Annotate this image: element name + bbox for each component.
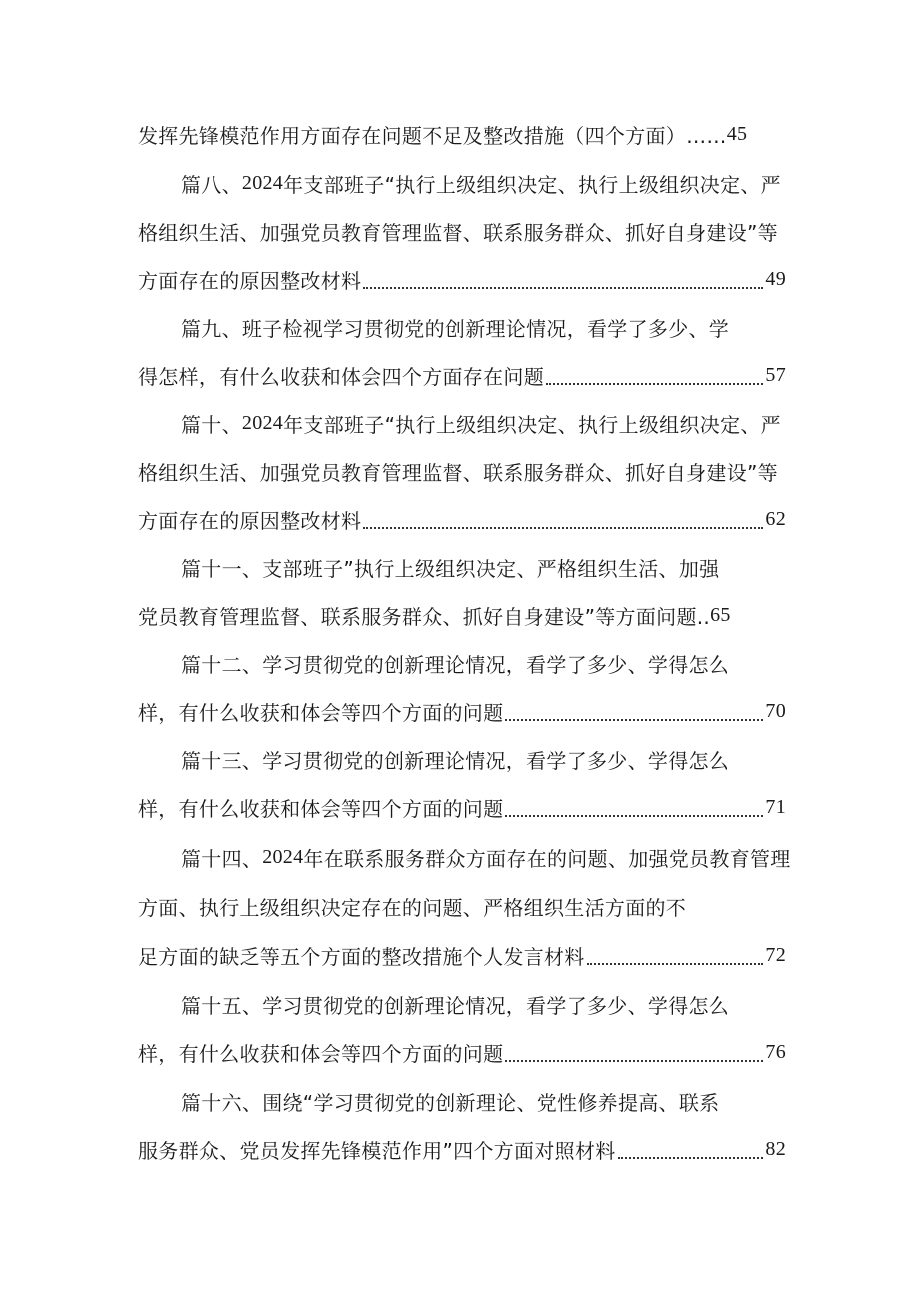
toc-page-number: 72 [765,943,786,966]
toc-line [138,110,786,158]
toc-text: 篇十六、围绕“学习贯彻党的创新理论、党性修养提高、联系 [181,1090,720,1115]
toc-line [138,1125,786,1173]
toc-line [138,783,786,831]
toc-text: 年支部班子“执行上级组织决定、执行上级组织决定、严 [283,172,781,197]
toc-line [181,639,786,687]
toc-page-number: 57 [765,363,786,386]
toc-text: 篇十四、 [181,846,263,871]
toc-text: 篇十五、学习贯彻党的创新理论情况，看学了多少、学得怎么 [181,993,730,1018]
toc-line [138,351,786,399]
toc-line [138,931,786,979]
toc-year: 2024 [241,411,284,434]
toc-line [138,882,786,930]
toc-page-number: 76 [765,1040,786,1063]
toc-text: 篇九、班子检视学习贯彻党的创新理论情况，看学了多少、学 [181,316,730,341]
toc-year: 2024 [241,171,284,194]
toc-page-number: 62 [765,507,786,530]
toc-text: 样，有什么收获和体会等四个方面的问题 [138,796,504,821]
toc-text: 方面、执行上级组织决定存在的问题、严格组织生活方面的不 [138,895,687,920]
toc-leader-dots [361,495,765,543]
toc-leader-dots [503,783,765,831]
toc-line [138,207,786,255]
toc-page-number: 49 [765,267,786,290]
toc-text: 方面存在的原因整改材料 [138,268,362,293]
toc-text: 服务群众、党员发挥先锋模范作用”四个方面对照材料 [138,1138,616,1163]
toc-text: 格组织生活、加强党员教育管理监督、联系服务群众、抓好自身建设”等 [138,460,778,485]
toc-text: 方面存在的原因整改材料 [138,508,362,533]
toc-leader-dots [544,351,765,399]
toc-line [181,1077,786,1125]
toc-page-number: 71 [765,795,786,818]
toc-leader-dots [616,1125,766,1173]
toc-line [138,687,786,735]
toc-text: 篇十一、支部班子”执行上级组织决定、严格组织生活、加强 [181,556,720,581]
toc-leader-dots [503,687,765,735]
toc-leader-dots [503,1028,765,1076]
toc-line [138,255,786,303]
toc-page-number: 82 [765,1137,786,1160]
toc-text: 篇八、 [181,172,242,197]
toc-leader-dots [361,255,765,303]
toc-line [181,735,786,783]
toc-text: 样，有什么收获和体会等四个方面的问题 [138,700,504,725]
toc-line [138,447,786,495]
toc-page-number: 70 [765,699,786,722]
toc-text: 年支部班子“执行上级组织决定、执行上级组织决定、严 [283,412,781,437]
toc-page-number: 65 [710,603,731,626]
toc-text: 年在联系服务群众方面存在的问题、加强党员教育管理 [303,846,791,871]
toc-text: 足方面的缺乏等五个方面的整改措施个人发言材料 [138,944,585,969]
toc-text: 党员教育管理监督、联系服务群众、抓好自身建设”等方面问题.. [138,604,711,629]
toc-text: 篇十二、学习贯彻党的创新理论情况，看学了多少、学得怎么 [181,652,730,677]
toc-line [138,495,786,543]
toc-line [181,833,791,881]
toc-line [181,399,786,447]
toc-text: 格组织生活、加强党员教育管理监督、联系服务群众、抓好自身建设”等 [138,220,778,245]
toc-line [138,591,786,639]
toc-text: 篇十、 [181,412,242,437]
toc-line [181,303,786,351]
toc-text: 样，有什么收获和体会等四个方面的问题 [138,1041,504,1066]
toc-line [181,980,786,1028]
toc-text: 得怎样，有什么收获和体会四个方面存在问题 [138,364,544,389]
toc-line [181,543,786,591]
toc-page-number: 45 [726,122,748,145]
toc-leader-dots [585,931,766,979]
toc-year: 2024 [262,845,304,868]
toc-text: 发挥先锋模范作用方面存在问题不足及整改措施（四个方面）…… [138,123,727,148]
toc-line [138,1028,786,1076]
toc-line [181,159,786,207]
toc-text: 篇十三、学习贯彻党的创新理论情况，看学了多少、学得怎么 [181,748,730,773]
